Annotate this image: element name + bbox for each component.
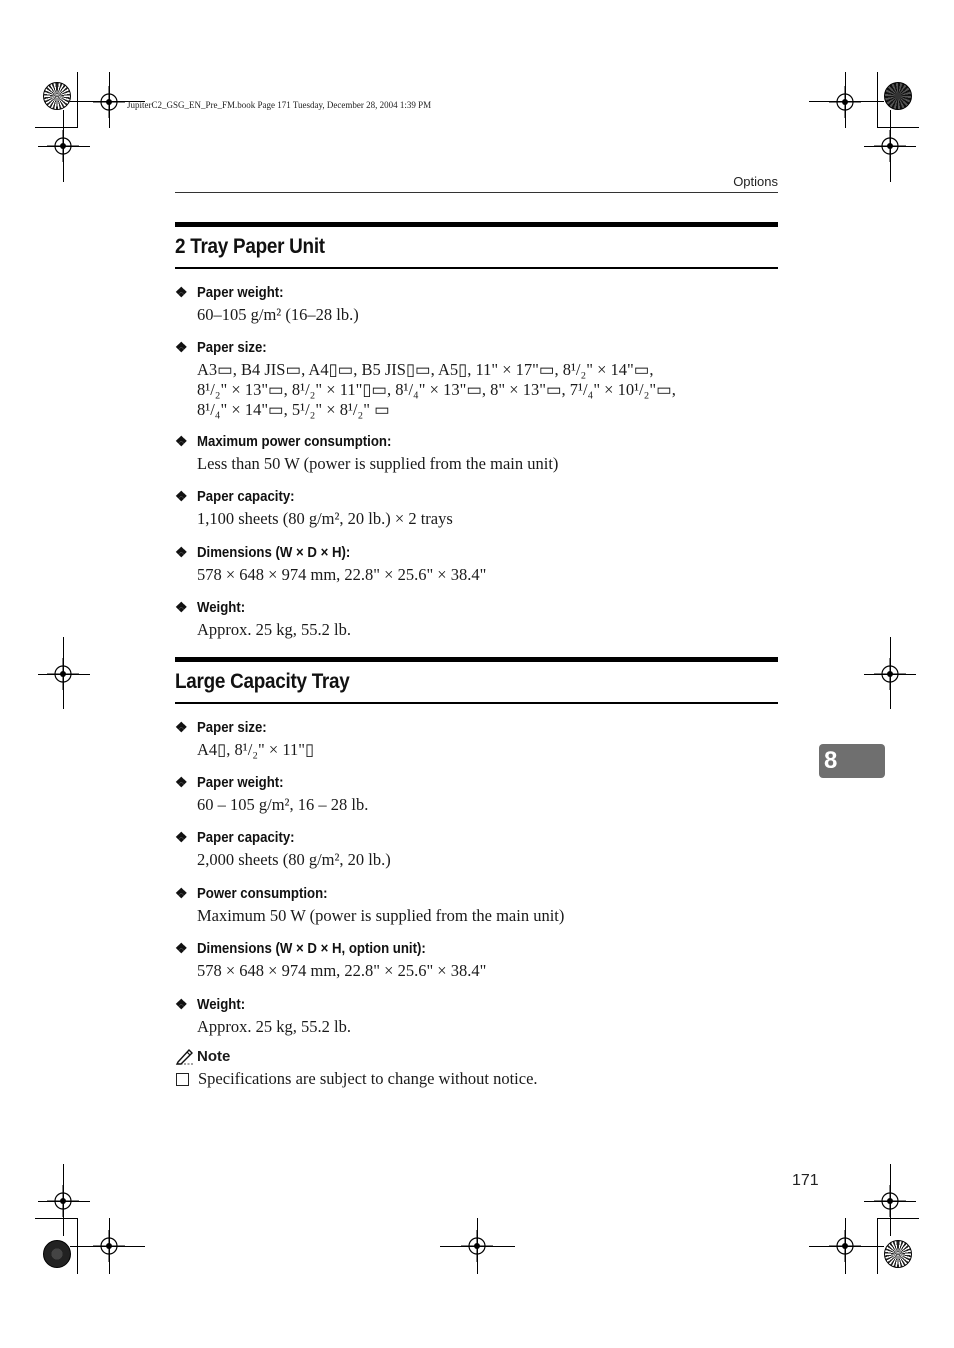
spec-value: 8¹/₄" × 14"▭, 5¹/₂" × 8¹/₂" ▭: [197, 400, 390, 419]
diamond-bullet-icon: ❖: [175, 432, 188, 449]
registration-mark-icon: [874, 658, 906, 690]
section-title: Large Capacity Tray: [175, 657, 778, 704]
spec-value: 2,000 sheets (80 g/m², 20 lb.): [197, 850, 391, 869]
note-heading: [175, 1047, 230, 1065]
spec-value: Less than 50 W (power is supplied from the main unit): [197, 454, 559, 473]
spec-label: Paper capacity:: [197, 828, 295, 846]
section-title: 2 Tray Paper Unit: [175, 222, 778, 269]
crop-line: [440, 1246, 515, 1247]
spec-item: [175, 828, 778, 870]
pencil-icon: [175, 1047, 195, 1065]
registration-mark-icon: [47, 130, 79, 162]
crop-line: [109, 72, 110, 128]
diamond-bullet-icon: ❖: [175, 283, 188, 300]
note-title: Note: [197, 1047, 231, 1065]
crop-line: [35, 127, 77, 128]
book-file-header: JupiterC2_GSG_EN_Pre_FM.book Page 171 Tuesday, December 28, 2004 1:39 PM: [127, 100, 432, 110]
crop-line: [809, 101, 884, 102]
spec-value: 60 – 105 g/m², 16 – 28 lb.: [197, 795, 369, 814]
spec-value: 8¹/₂" × 13"▭, 8¹/₂" × 11"▯▭, 8¹/₄" × 13"▭, 8" × 13"▭, 7¹/₄" × 10¹/₂"▭,: [197, 380, 676, 399]
diamond-bullet-icon: ❖: [175, 598, 188, 615]
registration-mark-icon: [47, 1185, 79, 1217]
spec-label: Weight:: [197, 995, 246, 1013]
spec-label: Paper weight:: [197, 773, 284, 791]
spec-item: [175, 995, 778, 1037]
diamond-bullet-icon: ❖: [175, 884, 188, 901]
diamond-bullet-icon: ❖: [175, 995, 188, 1012]
section-2-tray-paper-unit: [175, 222, 778, 639]
spec-label: Maximum power consumption:: [197, 432, 392, 450]
spec-item: [175, 718, 778, 760]
spec-value: 578 × 648 × 974 mm, 22.8" × 25.6" × 38.4": [197, 565, 487, 584]
diamond-bullet-icon: ❖: [175, 828, 188, 845]
note-item: [175, 1069, 538, 1089]
spec-item: [175, 432, 778, 474]
spec-label: Paper size:: [197, 718, 267, 736]
spec-value: Approx. 25 kg, 55.2 lb.: [197, 1017, 351, 1036]
spec-value: A3▭, B4 JIS▭, A4▯▭, B5 JIS▯▭, A5▯, 11" × 17"▭, 8¹/₂" × 14"▭,: [197, 360, 654, 379]
crop-line: [877, 1218, 919, 1219]
spec-value: 578 × 648 × 974 mm, 22.8" × 25.6" × 38.4": [197, 961, 487, 980]
spec-value: 1,100 sheets (80 g/m², 20 lb.) × 2 trays: [197, 509, 453, 528]
spec-item: [175, 543, 778, 585]
page-number: 171: [792, 1172, 819, 1189]
spec-label: Weight:: [197, 598, 246, 616]
spec-label: Paper capacity:: [197, 487, 295, 505]
color-rosette-icon: [43, 1240, 71, 1268]
crop-line: [35, 1218, 77, 1219]
crop-line: [877, 127, 919, 128]
note-text: Specifications are subject to change without notice.: [198, 1069, 538, 1088]
crop-line: [809, 1246, 884, 1247]
spec-label: Dimensions (W × D × H):: [197, 543, 351, 561]
spec-label: Paper size:: [197, 338, 267, 356]
running-header-title: Options: [733, 174, 778, 189]
spec-item: [175, 773, 778, 815]
spec-value: 60–105 g/m² (16–28 lb.): [197, 305, 359, 324]
spec-label: Paper weight:: [197, 283, 284, 301]
registration-mark-icon: [874, 1185, 906, 1217]
color-rosette-icon: [884, 82, 912, 110]
spec-label: Dimensions (W × D × H, option unit):: [197, 939, 426, 957]
crop-line: [845, 72, 846, 128]
diamond-bullet-icon: ❖: [175, 487, 188, 504]
spec-value: Approx. 25 kg, 55.2 lb.: [197, 620, 351, 639]
diamond-bullet-icon: ❖: [175, 718, 188, 735]
crop-line: [70, 1246, 145, 1247]
spec-value: A4▯, 8¹/₂" × 11"▯: [197, 740, 315, 759]
diamond-bullet-icon: ❖: [175, 543, 188, 560]
diamond-bullet-icon: ❖: [175, 773, 188, 790]
running-header: [175, 172, 778, 193]
spec-label: Power consumption:: [197, 884, 328, 902]
section-large-capacity-tray: [175, 657, 778, 1088]
spec-item: [175, 487, 778, 529]
crop-line: [77, 72, 78, 128]
registration-mark-icon: [47, 658, 79, 690]
registration-mark-icon: [874, 130, 906, 162]
diamond-bullet-icon: ❖: [175, 939, 188, 956]
checkbox-icon: [176, 1073, 189, 1086]
color-rosette-icon: [884, 1240, 912, 1268]
spec-item: [175, 884, 778, 926]
chapter-tab: 8: [819, 744, 885, 778]
spec-item: [175, 598, 778, 640]
spec-item: [175, 283, 778, 325]
spec-item: [175, 338, 778, 420]
color-rosette-icon: [43, 82, 71, 110]
diamond-bullet-icon: ❖: [175, 338, 188, 355]
spec-item: [175, 939, 778, 981]
crop-line: [877, 72, 878, 128]
spec-value: Maximum 50 W (power is supplied from the main unit): [197, 906, 565, 925]
